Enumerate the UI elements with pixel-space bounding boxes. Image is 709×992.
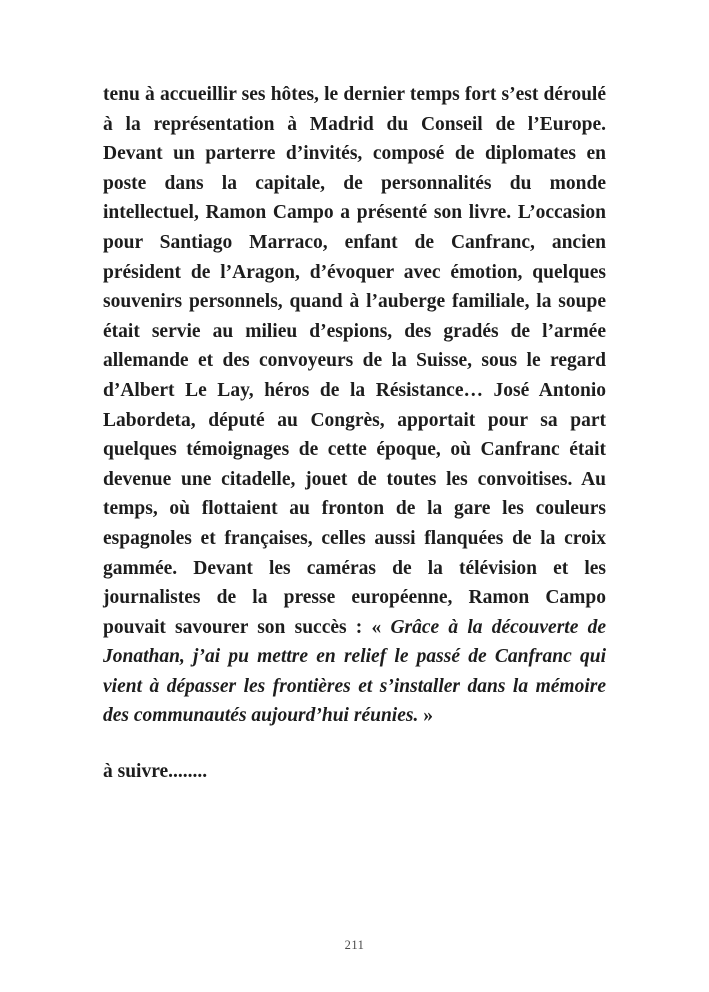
paragraph-italic-quote: Grâce à la découverte de Jonathan, j’ai pu mettre en relief le passé de Canfranc qui vient à dépasser les frontières et s’installer dans la mémoire des communautés aujourd’hui réunies. bbox=[103, 616, 606, 727]
to-be-continued-text: à suivre........ bbox=[103, 761, 208, 783]
paragraph bbox=[103, 80, 606, 731]
closing-guillemet: » bbox=[418, 705, 433, 727]
page-number: 211 bbox=[344, 938, 365, 952]
body-text-block bbox=[103, 80, 606, 787]
paragraph-normal-text: tenu à accueillir ses hôtes, le dernier temps fort s’est déroulé à la représentation à Madrid du Conseil de l’Europe. Devant un parterre d’invités, composé de diplomates en poste dans la capitale, de personnalités du monde intellectuel, Ramon Campo a présenté son livre. L’occasion pour Santiago Marraco, enfant de Canfranc, ancien président de l’Aragon, d’évoquer avec émotion, quelques souvenirs personnels, quand à l’auberge familiale, la soupe était servie au milieu d’espions, des gradés de l’armée allemande et des convoyeurs de la Suisse, sous le regard d’Albert Le Lay, héros de la Résistance… José Antonio Labordeta, député au Congrès, apportait pour sa part quelques témoignages de cette époque, où Canfranc était devenue une citadelle, jouet de toutes les convoitises. Au temps, où flottaient au fronton de la gare les couleurs espagnoles et françaises, celles aussi flanquées de la croix gammée. Devant les caméras de la télévision et les journalistes de la presse européenne, Ramon Campo pouvait savourer son succès : « bbox=[103, 84, 606, 638]
